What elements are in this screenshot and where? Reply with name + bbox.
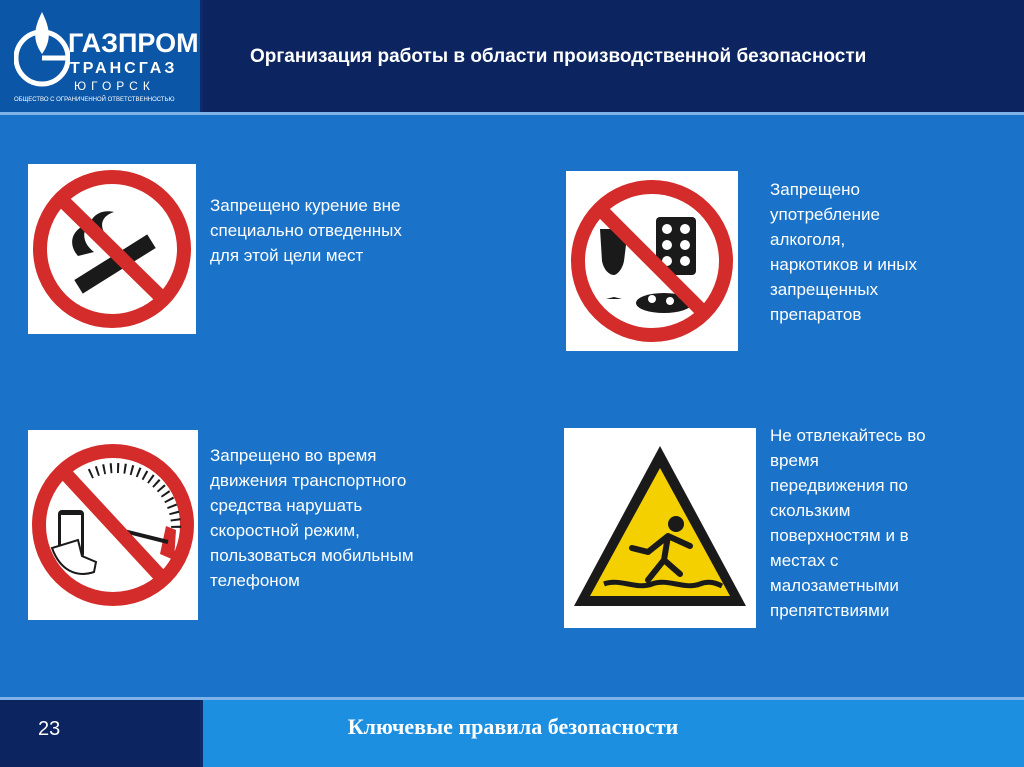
rule-1-line: для этой цели мест	[210, 246, 364, 265]
footer-page-box	[0, 700, 200, 767]
rule-3-line: Запрещено во время	[210, 446, 377, 465]
flame-logo-icon	[14, 8, 70, 94]
rule-3-line: средства нарушать	[210, 496, 363, 515]
no-alcohol-drugs-sign-icon	[566, 171, 738, 351]
no-smoking-sign	[28, 164, 196, 334]
rule-4-line: препятствиями	[770, 601, 890, 620]
rule-2-text	[770, 177, 917, 327]
no-speeding-phone-sign-icon	[28, 430, 198, 620]
no-speeding-phone-sign	[28, 430, 198, 620]
rule-3-line: скоростной режим,	[210, 521, 360, 540]
rule-3-line: движения транспортного	[210, 471, 407, 490]
logo-line3: ЮГОРСК	[74, 79, 155, 93]
rule-2-line: употребление	[770, 205, 880, 224]
page-title: Организация работы в области производственной безопасности	[250, 46, 867, 67]
logo-line2: ТРАНСГАЗ	[70, 60, 178, 77]
logo-small-text: ОБЩЕСТВО С ОГРАНИЧЕННОЙ ОТВЕТСТВЕННОСТЬЮ	[14, 97, 175, 103]
rule-4-line: малозаметными	[770, 576, 899, 595]
rule-4-line: время	[770, 451, 819, 470]
slippery-surface-warning-icon	[564, 428, 756, 628]
rule-2-line: препаратов	[770, 305, 862, 324]
rule-4-line: передвижения по	[770, 476, 908, 495]
logo-brand: ГАЗПРОМ	[68, 28, 199, 58]
rule-3-line: телефоном	[210, 571, 300, 590]
rule-4-line: скользким	[770, 501, 851, 520]
rule-4-line: поверхностям и в	[770, 526, 909, 545]
no-alcohol-drugs-sign	[566, 171, 738, 351]
rule-2-line: запрещенных	[770, 280, 879, 299]
slippery-surface-warning-sign	[564, 428, 756, 628]
rule-2-line: алкоголя,	[770, 230, 846, 249]
no-smoking-sign-icon	[28, 164, 196, 334]
footer-title: Ключевые правила безопасности	[347, 714, 679, 739]
rule-1-line: специально отведенных	[210, 221, 402, 240]
rule-1-text	[210, 193, 402, 268]
company-logo	[0, 0, 200, 112]
rule-2-line: наркотиков и иных	[770, 255, 917, 274]
rule-4-line: местах с	[770, 551, 839, 570]
rule-2-line: Запрещено	[770, 180, 860, 199]
rule-1-line: Запрещено курение вне	[210, 196, 401, 215]
rule-4-text	[770, 423, 926, 623]
rule-3-text	[210, 443, 414, 593]
page-number: 23	[38, 718, 61, 740]
rule-4-line: Не отвлекайтесь во	[770, 426, 926, 445]
rule-3-line: пользоваться мобильным	[210, 546, 414, 565]
